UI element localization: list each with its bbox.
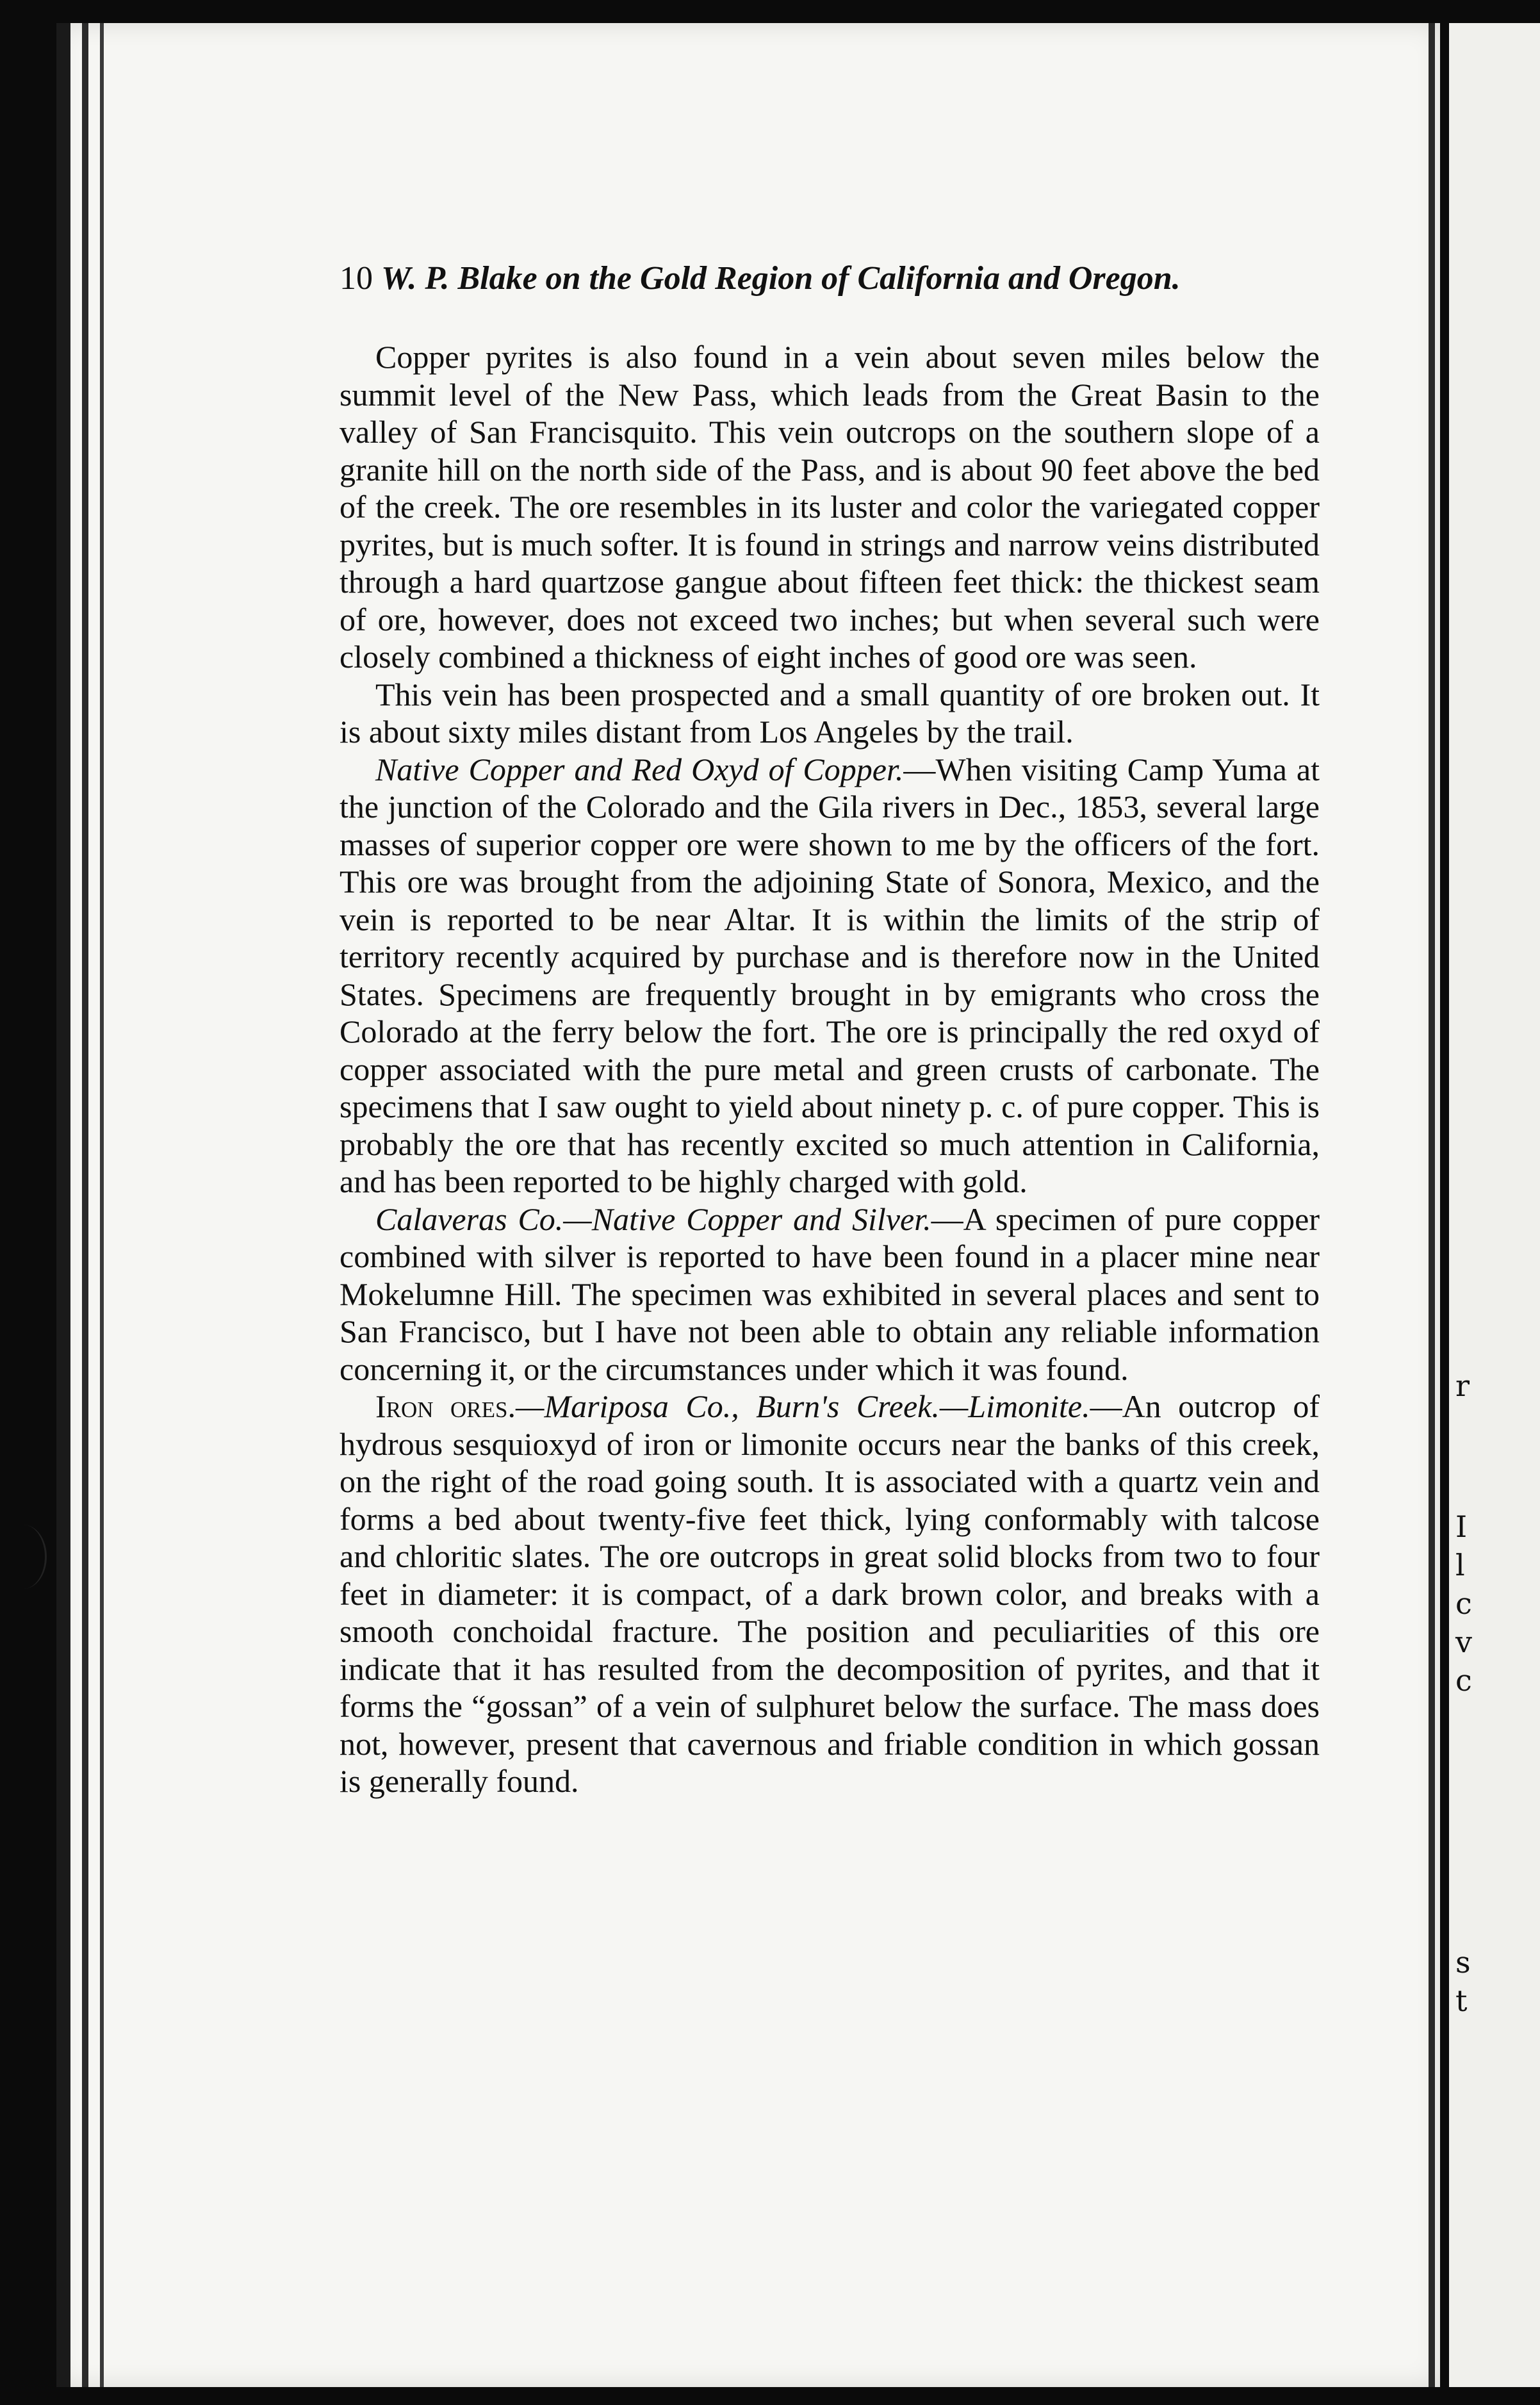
paragraph [340, 751, 1320, 1201]
running-header [340, 256, 1320, 301]
page-edge [1429, 23, 1435, 2387]
facing-page-fragment: c [1455, 1586, 1472, 1621]
facing-page-fragment: s [1455, 1945, 1471, 1980]
paragraph-text: —When visiting Camp Yuma at the junction of the Colorado and the Gila rivers in Dec., 1853, several large masses of superior copper ore were shown to me by the officers of the fort. This ore was brought from the adjoining State of Sonora, Mexico, and the vein is reported to be near Altar. It is within the limits of the strip of territory recently acquired by purchase and is therefore now in the United States. Specimens are frequently brought in by emigrants who cross the Colorado at the ferry below the fort. The ore is principally the red oxyd of copper associated with the pure metal and green crusts of carbonate. The specimens that I saw ought to yield about ninety p. c. of pure copper. This is probably the ore that has recently excited so much attention in California, and has been reported to be highly charged with gold. [340, 751, 1320, 1199]
page-number: 10 [340, 260, 373, 297]
binding-shadow [82, 23, 88, 2387]
section-heading: Native Copper and Red Oxyd of Copper. [375, 751, 904, 787]
binding-shadow [100, 23, 104, 2387]
paragraph-text: This vein has been prospected and a small quantity of ore broken out. It is about sixty miles distant from Los Angeles by the trail. [340, 676, 1320, 750]
paragraph [340, 1201, 1320, 1388]
paragraph-text: —An outcrop of hydrous sesquioxyd of iron or limonite occurs near the banks of this creek, on the right of the road going south. It is associated with a quartz vein and forms a bed about twenty-five feet thick, lying conformably with talcose and chloritic slates. The ore outcrops in great solid blocks from two to four feet in diameter: it is compact, of a dark brown color, and breaks with a smooth conchoidal fracture. The position and peculiarities of this ore indicate that it has resulted from the decomposition of pyrites, and that it forms the “gossan” of a vein of sulphuret below the surface. The mass does not, however, present that cavernous and friable condition in which gossan is generally found. [340, 1388, 1320, 1799]
edge-mark [0, 1525, 47, 1589]
facing-page-fragment: v [1455, 1625, 1472, 1659]
facing-page-fragment: c [1455, 1663, 1472, 1698]
facing-page-fragment: l [1455, 1548, 1465, 1582]
section-heading: Iron ores. [375, 1388, 516, 1424]
facing-page-fragment: t [1455, 1983, 1468, 2018]
section-subheading: —Mariposa Co., Burn's Creek.—Limonite. [515, 1388, 1090, 1424]
running-title: W. P. Blake on the Gold Region of California and Oregon. [381, 260, 1181, 297]
facing-page-fragment: I [1455, 1509, 1468, 1544]
page-text [340, 256, 1320, 1800]
paragraph [340, 676, 1320, 751]
paragraph [340, 1388, 1320, 1800]
facing-page-edge [1449, 23, 1540, 2387]
paragraph [340, 338, 1320, 676]
paragraph-text: Copper pyrites is also found in a vein about seven miles below the summit level of the New Pass, which leads from the Great Basin to the valley of San Francisquito. This vein outcrops on the southern slope of a granite hill on the north side of the Pass, and is about 90 feet above the bed of the creek. The ore resembles in its luster and color the variegated copper pyrites, but is much softer. It is found in strings and narrow veins distributed through a hard quartzose gangue about fifteen feet thick: the thickest seam of ore, however, does not exceed two inches; but when several such were closely combined a thickness of eight inches of good ore was seen. [340, 339, 1320, 675]
facing-page-fragment: r [1455, 1368, 1470, 1403]
paragraph-text: —A specimen of pure copper combined with silver is reported to have been found in a placer mine near Mokelumne Hill. The specimen was exhibited in several places and sent to San Francisco, but I have not been able to obtain any reliable information concerning it, or the circumstances under which it was found. [340, 1201, 1320, 1387]
binding-shadow [56, 23, 70, 2387]
section-heading: Calaveras Co.—Native Copper and Silver. [375, 1201, 931, 1237]
